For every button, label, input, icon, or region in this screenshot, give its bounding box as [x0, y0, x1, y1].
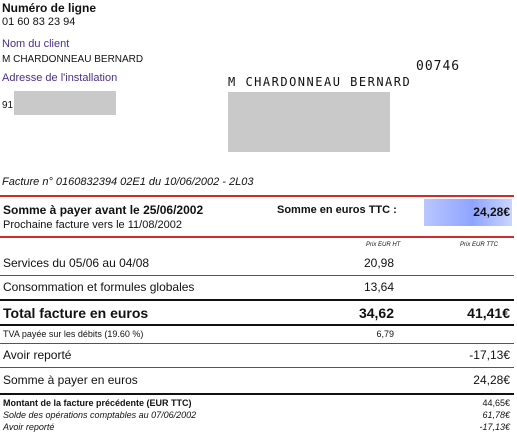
total-row-label: Total facture en euros — [3, 305, 149, 321]
tva-row-label: TVA payée sur les débits (19.60 %) — [3, 329, 144, 339]
recipient-name: M CHARDONNEAU BERNARD — [228, 75, 412, 89]
install-address-partial: 91 — [2, 100, 14, 111]
tva-row-ht: 6,79 — [376, 329, 394, 339]
consumption-row-ht: 13,64 — [363, 280, 394, 294]
row-divider — [0, 367, 514, 368]
consumption-row-label: Consommation et formules globales — [3, 280, 195, 294]
previous-credit-value: -17,13€ — [479, 422, 510, 432]
redacted-address — [14, 91, 116, 115]
payable-row-label: Somme à payer en euros — [3, 373, 138, 387]
previous-credit-label: Avoir reporté — [3, 422, 55, 432]
total-row-ttc: 41,41€ — [467, 305, 510, 321]
payable-bottom-rule — [0, 393, 514, 395]
credit-row-label: Avoir reporté — [3, 348, 72, 362]
balance-label: Solde des opérations comptables au 07/06/2002 — [3, 410, 197, 420]
payment-due-label: Somme à payer avant le 25/06/2002 — [3, 203, 204, 217]
line-number-label: Numéro de ligne — [2, 1, 97, 15]
credit-row-ttc: -17,13€ — [469, 348, 510, 362]
column-header-ht: Prix EUR HT — [366, 242, 401, 248]
install-address-label: Adresse de l'installation — [2, 72, 118, 84]
next-invoice-label: Prochaine facture vers le 11/08/2002 — [3, 219, 182, 231]
services-row-ht: 20,98 — [363, 256, 394, 270]
balance-value: 61,78€ — [482, 410, 510, 420]
payment-box-bottom-rule — [0, 236, 514, 238]
amount-due: 24,28€ — [473, 205, 510, 219]
amount-ttc-label: Somme en euros TTC : — [277, 204, 397, 216]
total-top-rule — [0, 299, 514, 301]
row-divider — [0, 343, 514, 344]
payment-box-top-rule — [0, 195, 514, 197]
total-bottom-rule — [0, 324, 514, 326]
total-row-ht: 34,62 — [358, 305, 394, 321]
payable-row-ttc: 24,28€ — [473, 373, 510, 387]
services-row-label: Services du 05/06 au 04/08 — [3, 256, 150, 270]
column-header-ttc: Prix EUR TTC — [460, 242, 498, 248]
previous-invoice-amount: 44,65€ — [482, 398, 510, 408]
client-name: M CHARDONNEAU BERNARD — [2, 54, 144, 65]
line-number: 01 60 83 23 94 — [2, 16, 76, 28]
redacted-recipient-address — [228, 92, 390, 152]
customer-code: 00746 — [416, 59, 461, 74]
row-divider — [0, 275, 514, 276]
invoice-reference: Facture n° 0160832394 02E1 du 10/06/2002 - 2L03 — [2, 176, 254, 188]
client-name-label: Nom du client — [2, 38, 70, 50]
previous-invoice-title: Montant de la facture précédente (EUR TTC) — [3, 398, 192, 408]
